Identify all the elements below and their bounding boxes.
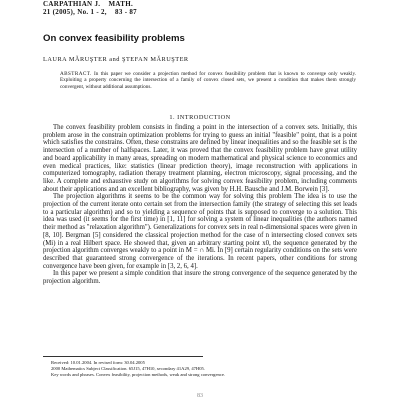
abstract: [60, 71, 356, 90]
keywords: Key words and phrases. Convex feasibility, projection methods, weak and strong convergence.: [51, 372, 226, 378]
paper-authors: LAURA MĂRUŞTER and ŞTEFAN MĂRUŞTER: [43, 56, 189, 63]
journal-name: CARPATHIAN J. MATH.: [43, 0, 134, 8]
journal-volume: 21 (2005), No. 1 - 2, 83 - 87: [43, 8, 137, 16]
paragraph: The projection algorithms it seems to be the common way for solving this problem The idea is to use the projection of the current iterate onto certain set from the intersection family (the strategy of selecting this set leads to a particular algorithm) and so to yielding a sequence of points that is supposed to converge to a solution. This idea was used (it seems for the first time) in [1, 11] for solving a system of linear inequalities (the authors named their method as "relaxation algorithm"). Generalizations for convex sets in real n-dimensional spaces were given in [8, 10]. Bergman [5] considered the classical projection method for the case of n intersecting closed convex sets (Mi) in a real Hilbert space. He showed that, given an arbitrary starting point x0, the sequence generated by the projection algorithm converges weakly to a point in M = ∩ Mi. In [9] certain regularity conditions on the sets were described that guaranteed strong convergence of the iterations. In recent papers, other conditions for strong convergence have been given, for example in [3, 2, 6, 4].: [43, 193, 357, 270]
footnotes: [43, 360, 363, 379]
section-heading: 1. INTRODUCTION: [169, 114, 231, 121]
msc-classification: 2000 Mathematics Subject Classification. 65J15, 47H10, secondary 41A29, 47H05.: [51, 366, 205, 372]
paragraph: In this paper we present a simple condition that insure the strong convergence of the sequence generated by the projection algorithm.: [43, 270, 357, 286]
page-number: 83: [197, 393, 203, 399]
body-text: [43, 124, 357, 286]
paragraph: The convex feasibility problem consists in finding a point in the intersection of a convex sets. Initially, this problem arose in the constrain optimization problems for trying to guess an initial "feasible" point, that is a point which satisfies the constrains. Often, these constrains are defined by linear inequalities and so the feasible set is the intersection of a number of halfspaces. Later, it was proved that the convex feasibility problem have great utility and board applicability in many areas, spreading on modern mathematical and physical science to economics and even medical practices, like: statistics (linear prediction theory), image reconstruction with applications in computerized tomography, radiation therapy treatment planning, electron microscopy, signal processing, and the like. A complete and exhaustive study on algorithms for solving convex feasibility problem, including comments about their applications and an excellent bibliography, was given by H.H. Bausche and J.M. Borwein [3].: [43, 124, 357, 193]
received-dates: Received: 10.01.2004. In revised form: 30.04.2005: [51, 360, 145, 365]
abstract-label: ABSTRACT.: [60, 71, 92, 77]
abstract-text: In this paper we consider a projection method for convex feasibility problem that is known to converge only weakly. Exploiting a property concerning the intersection of a family of convex closed sets, we present a condition that makes them strongly convergent, without additional assumptions.: [60, 71, 356, 90]
paper-title: On convex feasibility problems: [43, 33, 185, 44]
footnote-rule: [43, 356, 203, 357]
journal-header: [43, 0, 137, 16]
